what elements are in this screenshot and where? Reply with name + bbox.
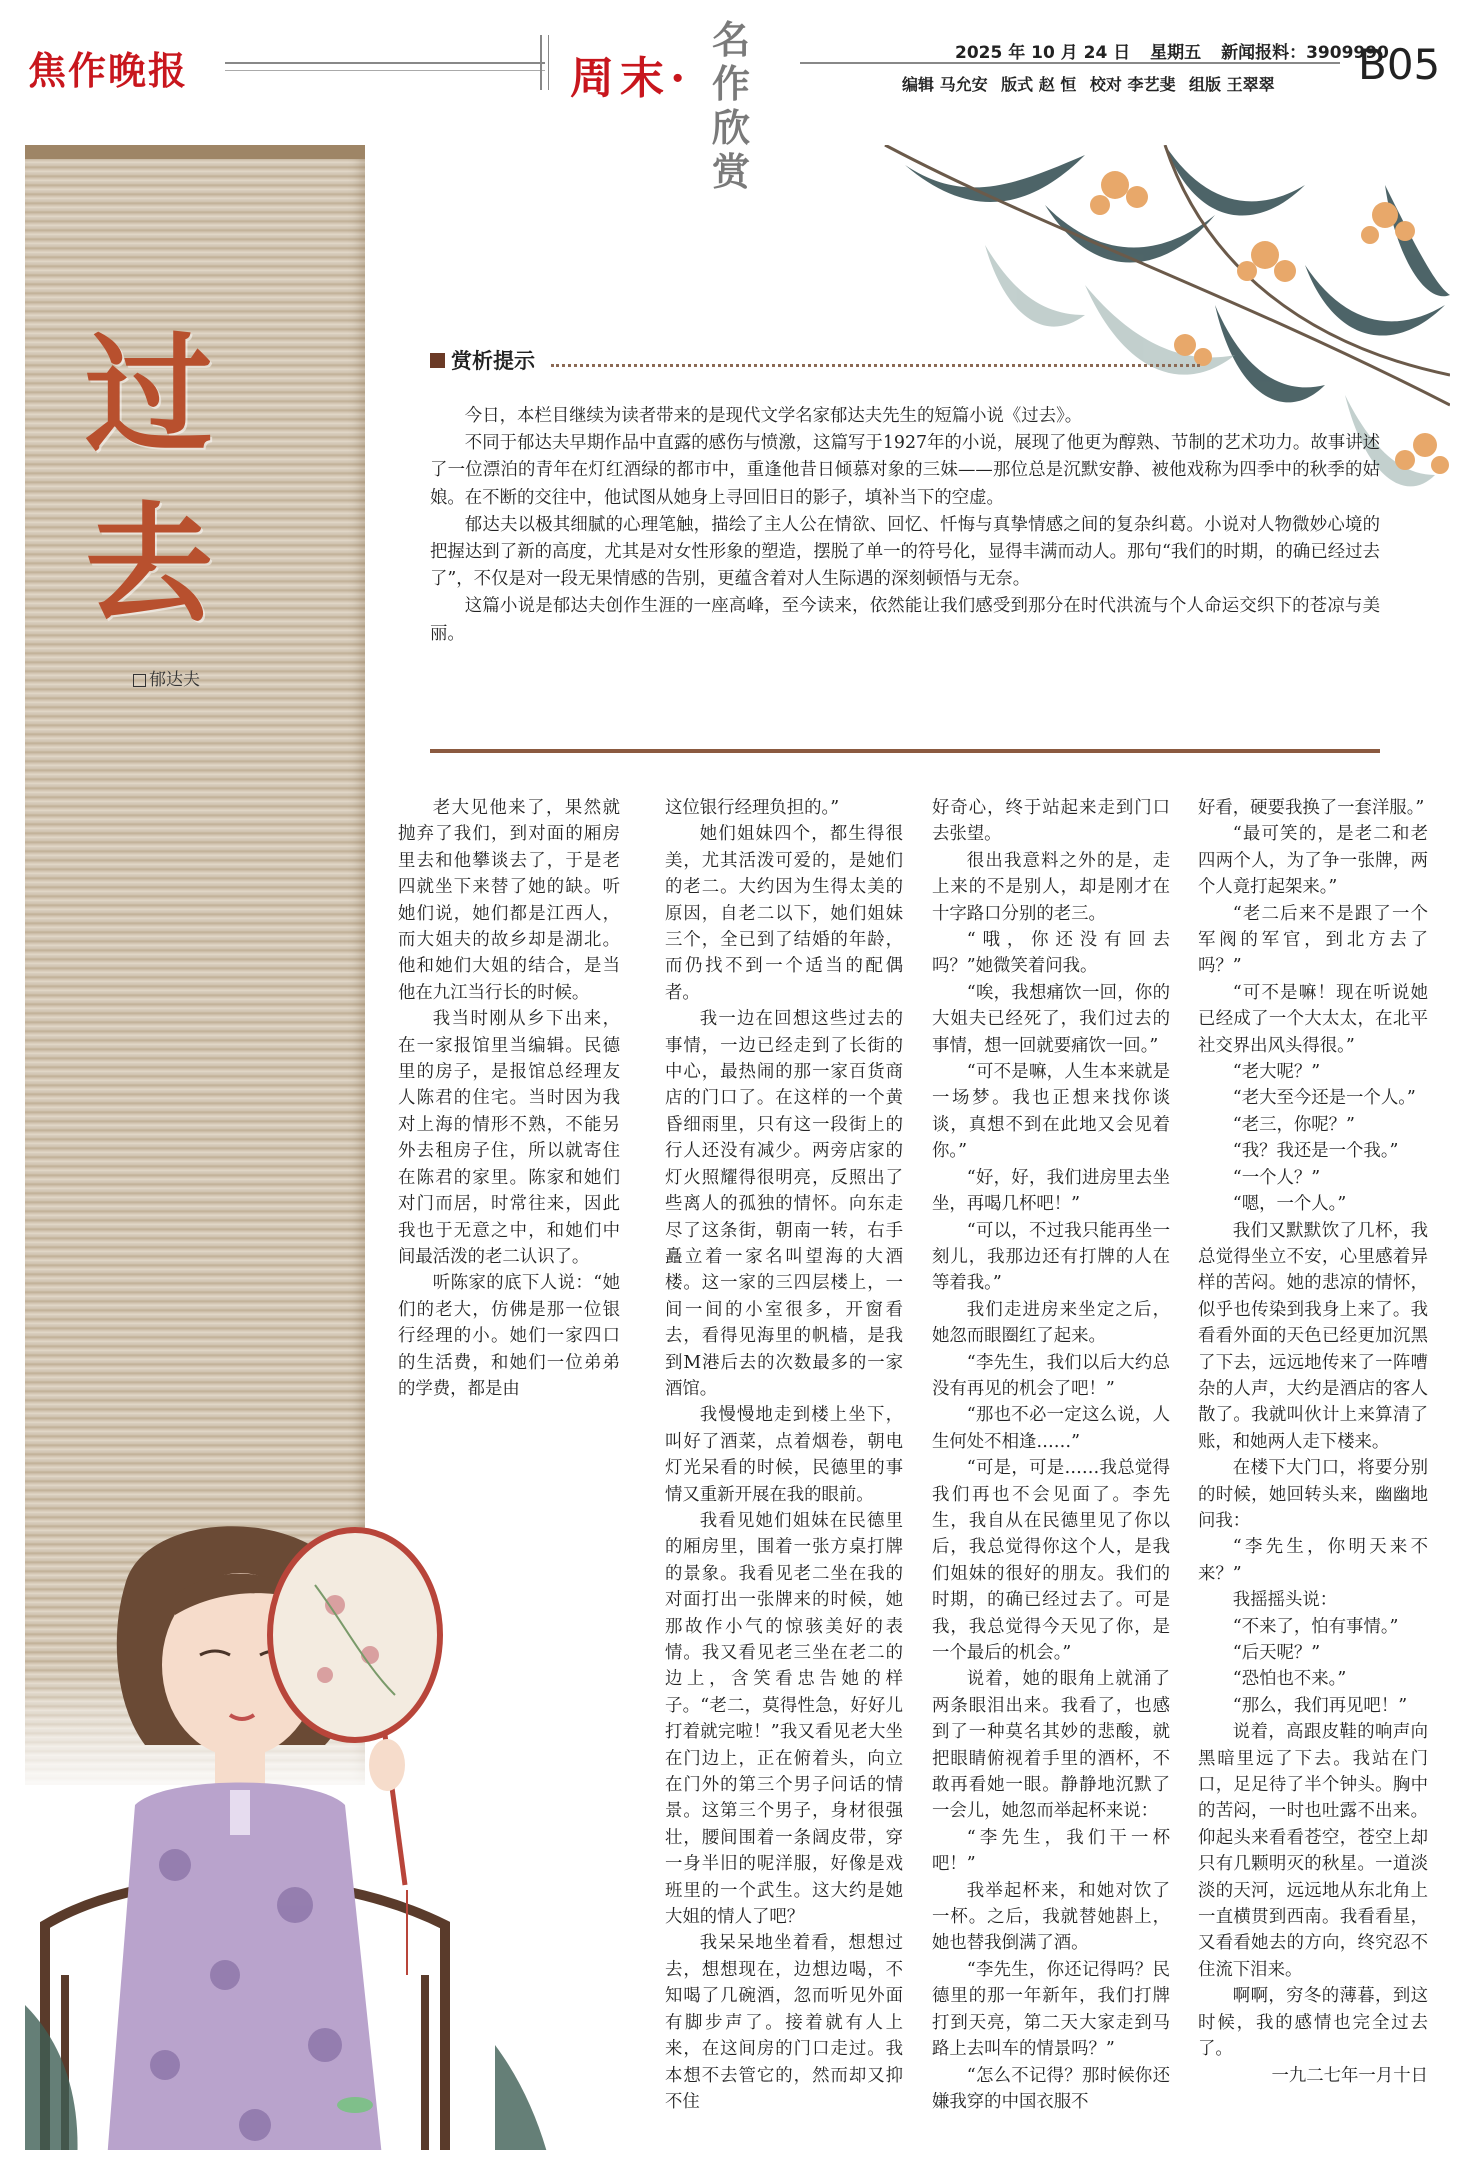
article-title: 过去: [85, 320, 214, 640]
article-paragraph: 说着，高跟皮鞋的响声向黑暗里远了下去。我站在门口，足足待了半个钟头。胸中的苦闷，一时也吐露不出来。仰起头来看看苍空，苍空上却只有几颗明灭的秋星。一道淡淡的天河，远远地从东北角上一直横贯到西南。我看看星，又看看她去的方向，终究忍不住流下泪来。: [1198, 1722, 1428, 1980]
issue-weekday: 星期五: [1150, 43, 1202, 63]
article-paragraph: 很出我意料之外的是，走上来的不是别人，却是刚才在十字路口分别的老三。: [932, 850, 1170, 924]
article-paragraph: “可不是嘛！现在听说她已经成了一个大太太，在北平社交界出风头得很。”: [1198, 982, 1428, 1056]
article-paragraph: “后天呢？”: [1232, 1643, 1321, 1663]
dotted-leader: [551, 354, 1200, 367]
article-paragraph: “恐怕也不来。”: [1232, 1669, 1347, 1690]
issue-meta: [955, 38, 1403, 63]
hint-heading: [430, 345, 1380, 375]
article-paragraph: 在楼下大门口，将要分别的时候，她回转头来，幽幽地问我：: [1198, 1458, 1428, 1531]
article-paragraph: 我慢慢地走到楼上坐下，叫好了酒菜，点着烟卷，朝电灯光呆看的时候，民德里的事情又重新开展在我的眼前。: [665, 1405, 903, 1505]
staff-editor: 编辑 马允安: [902, 75, 988, 94]
article-paragraph: “可是，可是……我总觉得我们再也不会见面了。李先生，我自从在民德里见了你以后，我总觉得你这个人，是我们姐妹的很好的朋友。我们的时期，的确已经过去了。可是我，我总觉得今天见了你，是一个最后的机会。”: [932, 1458, 1170, 1663]
article-paragraph: “老大至今还是一个人。”: [1232, 1088, 1416, 1109]
article-column-1: [398, 795, 620, 1402]
hint-paragraph: 这篇小说是郁达夫创作生涯的一座高峰，至今读来，依然能让我们感受到那分在时代洪流与个人命运交织下的苍凉与美丽。: [430, 596, 1380, 644]
appreciation-hint-box: [430, 345, 1380, 648]
lady-with-fan-image: [25, 1505, 585, 2150]
article-paragraph: 听陈家的底下人说：“她们的老大，仿佛是那一位银行经理的小。她们一家四口的生活费，和她们一位弟弟的学费，都是由: [398, 1273, 620, 1399]
article-paragraph: “那么，我们再见吧！”: [1232, 1695, 1408, 1716]
article-paragraph: “不来了，怕有事情。”: [1232, 1616, 1399, 1637]
article-paragraph: 我看见她们姐妹在民德里的厢房里，围着一张方桌打牌的景象。我看见老二坐在我的对面打出一张牌来的时候，她那故作小气的惊骇美好的表情。我又看见老三坐在老二的边上，含笑看忠告她的样子。“老二，莫得性急，好好儿打着就完啦！”我又看见老大坐在门边上，正在俯着头，向立在门外的第三个男子问话的情景。这第三个男子，身材很强壮，腰间围着一条阔皮带，穿一身半旧的呢洋服，好像是戏班里的一个武生。这大约是她大姐的情人了吧？: [665, 1510, 903, 1928]
article-paragraph: “李先生，我们以后大约总没有再见的机会了吧！”: [932, 1352, 1170, 1399]
article-paragraph: “怎么不记得？那时候你还嫌我穿的中国衣服不: [932, 2065, 1170, 2112]
staff-credits: [902, 72, 1283, 95]
article-paragraph: “嗯，一个人。”: [1232, 1194, 1347, 1215]
article-paragraph: 啊啊，穷冬的薄暮，到这时候，我的感情也完全过去了。: [1198, 1986, 1428, 2060]
issue-date: 2025 年 10 月 24 日: [955, 43, 1131, 63]
article-paragraph: “一个人？”: [1232, 1167, 1321, 1188]
article-paragraph: “哦，你还没有回去吗？”她微笑着问我。: [932, 930, 1170, 977]
article-paragraph: “我？我还是一个我。”: [1232, 1141, 1399, 1162]
hint-body: [430, 403, 1380, 648]
article-paragraph: “老二后来不是跟了一个军阀的军官，到北方去了吗？”: [1198, 903, 1428, 977]
hint-paragraph: 不同于郁达夫早期作品中直露的感伤与愤激，这篇写于1927年的小说，展现了他更为醇熟、节制的艺术功力。故事讲述了一位漂泊的青年在灯红酒绿的都市中，重逢他昔日倾慕对象的三妹——那位总是沉默安静、被他戏称为四季中的秋季的姑娘。在不断的交往中，他试图从她身上寻回旧日的影子，填补当下的空虚。: [430, 433, 1380, 508]
masthead: [0, 0, 1461, 194]
article-paragraph: 这位银行经理负担的。”: [665, 798, 840, 818]
staff-layout: 版式 赵 恒: [1001, 75, 1077, 94]
article-paragraph: “李先生，你明天来不来？”: [1198, 1537, 1428, 1584]
article-paragraph: 她们姐妹四个，都生得很美，尤其活泼可爱的，是她们的老二。大约因为生得太美的原因，自老二以下，她们姐妹三个，全已到了结婚的年龄，而仍找不到一个适当的配偶者。: [665, 824, 903, 1003]
article-paragraph: “最可笑的，是老二和老四两个人，为了争一张牌，两个人竟打起架来。”: [1198, 824, 1428, 898]
article-paragraph: 我们又默默饮了几杯，我总觉得坐立不安，心里感着异样的苦闷。她的悲凉的情怀，似乎也传染到我身上来了。我看看外面的天色已经更加沉黑了下去，远远地传来了一阵嘈杂的人声，大约是酒店的客人散了。我就叫伙计上来算清了账，和她两人走下楼来。: [1198, 1220, 1428, 1452]
article-paragraph: “可以，不过我只能再坐一刻儿，我那边还有打牌的人在等着我。”: [932, 1220, 1170, 1294]
article-paragraph: 我一边在回想这些过去的事情，一边已经走到了长街的中心，最热闹的那一家百货商店的门口了。在这样的一个黄昏细雨里，只有这一段街上的行人还没有减少。两旁店家的灯火照耀得很明亮，反照出了些离人的孤独的情怀。向东走尽了这条街，朝南一转，右手矗立着一家名叫望海的大酒楼。这一家的三四层楼上，一间一间的小室很多，开窗看去，看得见海里的帆樯，是我到M港后去的次数最多的一家酒馆。: [665, 1009, 903, 1399]
masthead-rule-left-thin: [225, 70, 545, 71]
article-column-4: [1198, 795, 1428, 2089]
hint-heading-text: 赏析提示: [451, 348, 535, 373]
article-paragraph: 我举起杯来，和她对饮了一杯。之后，我就替她斟上，她也替我倒满了酒。: [932, 1880, 1170, 1954]
page-number: B05: [1358, 40, 1441, 89]
article-paragraph: “好，好，我们进房里去坐坐，再喝几杯吧！”: [932, 1167, 1170, 1215]
hint-paragraph: 今日，本栏目继续为读者带来的是现代文学名家郁达夫先生的短篇小说《过去》。: [464, 406, 1083, 426]
article-paragraph: “唉，我想痛饮一回，你的大姐夫已经死了，我们过去的事情，想一回就要痛饮一回。”: [932, 982, 1170, 1056]
article-paragraph: 老大见他来了，果然就抛弃了我们，到对面的厢房里去和他攀谈去了，于是老四就坐下来替了她的缺。听她们说，她们都是江西人，而大姐夫的故乡却是湖北。他和她们大姐的结合，是当他在九江当行长的时候。: [398, 798, 620, 1003]
article-paragraph: 我摇摇头说：: [1232, 1590, 1338, 1611]
article-paragraph: “老大呢？”: [1232, 1062, 1321, 1083]
article-paragraph: 我呆呆地坐着看，想想过去，想想现在，边想边喝，不知喝了几碗酒，忽而听见外面有脚步声了。接着就有人上来，在这间房的门口走过。我本想不去管它的，然而却又抑不住: [665, 1933, 903, 2112]
article-paragraph: “李先生，我们干一杯吧！”: [932, 1827, 1170, 1875]
author-byline: [133, 665, 200, 690]
hint-bottom-rule: [430, 749, 1380, 753]
hint-paragraph: 郁达夫以极其细腻的心理笔触，描绘了主人公在情欲、回忆、忏悔与真挚情感之间的复杂纠葛。小说对人物微妙心境的把握达到了新的高度，尤其是对女性形象的塑造，摆脱了单一的符号化，显得丰满而动人。那句“我们的时期，的确已经过去了”，不仅是对一段无果情感的告别，更蕴含着对人生际遇的深刻顿悟与无奈。: [430, 514, 1380, 590]
article-paragraph: “那也不必一定这么说，人生何处不相逢……”: [932, 1405, 1170, 1452]
byline-box-icon: [133, 674, 146, 687]
article-paragraph: 我们走进房来坐定之后，她忽而眼圈红了起来。: [932, 1299, 1170, 1347]
news-hotline: 新闻报料：3909990: [1221, 43, 1389, 63]
paper-name-logo: 焦作晚报: [28, 48, 189, 93]
article-paragraph: 说着，她的眼角上就涌了两条眼泪出来。我看了，也感到了一种莫名其妙的悲酸，就把眼睛俯视着手里的酒杯，不敢再看她一眼。静静地沉默了一会儿，她忽而举起杯来说：: [932, 1669, 1170, 1822]
masthead-divider-thin: [548, 35, 549, 90]
square-bullet-icon: [430, 353, 445, 368]
article-paragraph: “老三，你呢？”: [1232, 1114, 1355, 1135]
staff-proof: 校对 李艺斐: [1089, 75, 1176, 94]
article-column-2: [665, 795, 903, 2115]
section-name: 名作欣赏: [712, 17, 755, 194]
blind-rod: [25, 145, 365, 159]
masthead-divider: [540, 35, 542, 90]
section-week-title: 周末·: [570, 53, 692, 104]
article-paragraph: 好看，硬要我换了一套洋服。”: [1198, 798, 1425, 818]
article-paragraph: “可不是嘛，人生本来就是一场梦。我也正想来找你谈谈，真想不到在此地又会见着你。”: [932, 1062, 1170, 1162]
article-paragraph: 我当时刚从乡下出来，在一家报馆里当编辑。民德里的房子，是报馆总经理友人陈君的住宅。当时因为我对上海的情形不熟，不能另外去租房子住，所以就寄住在陈君的家里。陈家和她们对门而居，时常往来，因此我也于无意之中，和她们中间最活泼的老二认识了。: [398, 1009, 620, 1267]
masthead-rule-left: [225, 62, 545, 64]
article-date: 一九二七年一月十日: [1271, 2065, 1428, 2086]
staff-group: 组版 王翠翠: [1189, 75, 1275, 94]
article-paragraph: “李先生，你还记得吗？民德里的那一年新年，我们打牌打到天亮，第二天大家走到马路上去叫车的情景吗？”: [932, 1959, 1170, 2060]
article-paragraph: 好奇心，终于站起来走到门口去张望。: [932, 798, 1170, 845]
article-column-3: [932, 795, 1170, 2115]
author-name: 郁达夫: [149, 670, 200, 690]
